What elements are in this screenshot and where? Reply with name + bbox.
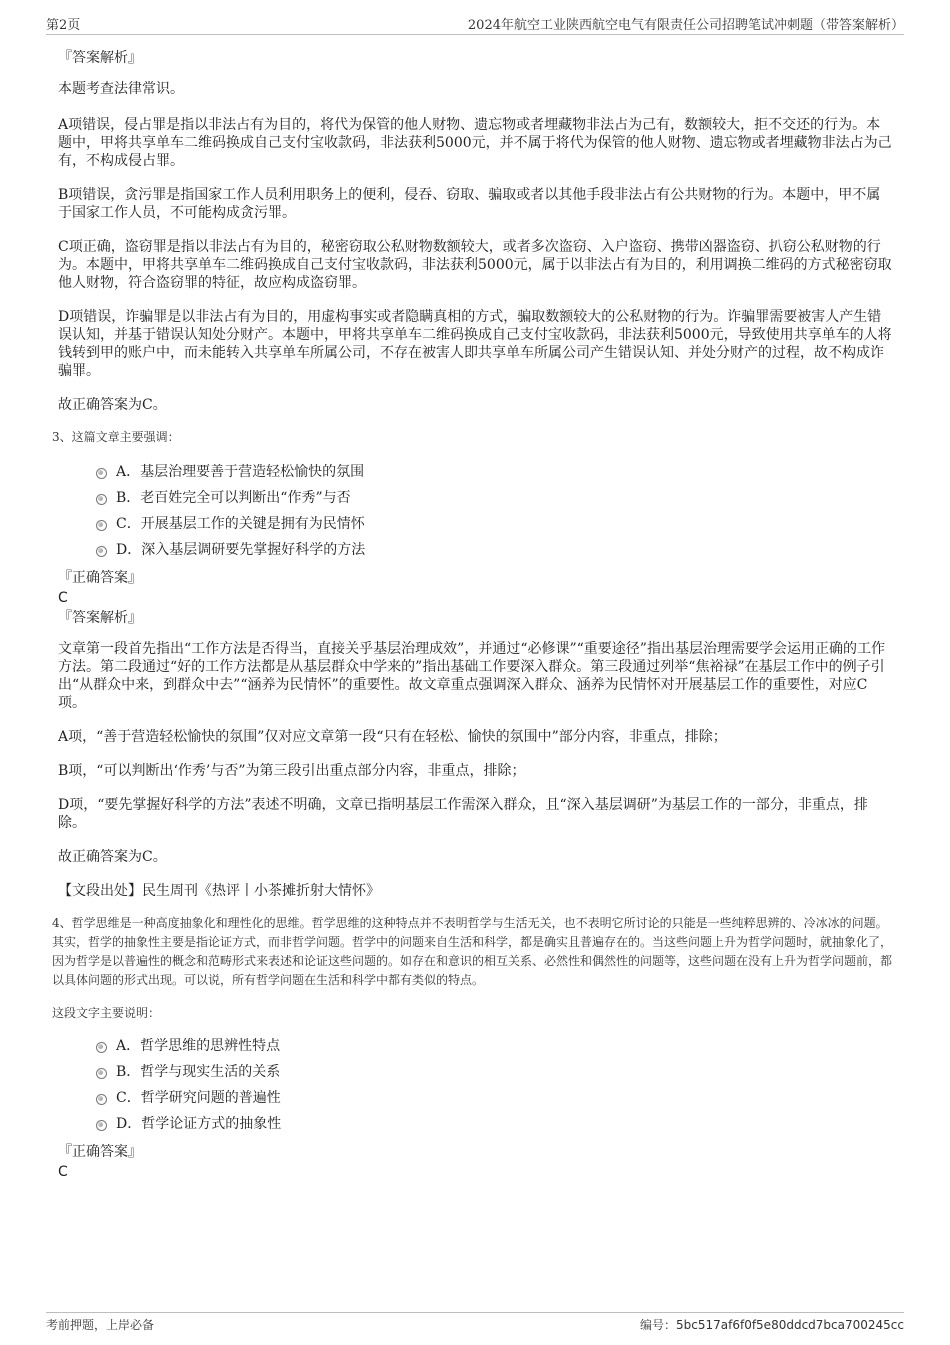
analysis-option-b: B项，“可以判断出‘作秀’与否”为第三段引出重点部分内容，非重点，排除； (58, 763, 526, 779)
page-footer (46, 1312, 904, 1337)
radio-icon[interactable] (96, 494, 107, 505)
analysis-option-d: D项错误，诈骗罪是以非法占有为目的，用虚构事实或者隐瞒真相的方式，骗取数额较大的公私财物的行为。诈骗罪需要被害人产生错误认知，并基于错误认知处分财产。本题中，甲将共享单车二维码换成自己支付宝收款码，非法获利5000元，导致使用共享单车的人将钱转到甲的账户中，而未能转入共享单车所属公司，不存在被害人即共享单车所属公司产生错误认知、并处分财产的过程，故不构成诈骗罪。 (58, 309, 892, 379)
option-label: D．深入基层调研要先掌握好科学的方法 (116, 542, 366, 558)
option-b[interactable] (58, 488, 893, 514)
analysis-conclusion: 故正确答案为C。 (58, 397, 167, 413)
analysis-heading: 『答案解析』 (58, 610, 142, 626)
page-number: 第2页 (46, 18, 81, 33)
radio-icon[interactable] (96, 1042, 107, 1053)
option-label: D．哲学论证方式的抽象性 (116, 1116, 282, 1132)
document-body (52, 48, 893, 1182)
option-label: C．哲学研究问题的普遍性 (116, 1090, 281, 1106)
option-c[interactable] (58, 1088, 893, 1114)
radio-icon[interactable] (96, 520, 107, 531)
question-4-passage: 4、哲学思维是一种高度抽象化和理性化的思维。哲学思维的这种特点并不表明哲学与生活无关，也不表明它所讨论的只能是一些纯粹思辨的、冷冰冰的问题。其实，哲学的抽象性主要是指论证方式，而非哲学问题。哲学中的问题来自生活和科学，都是确实且普遍存在的。当这些问题上升为哲学问题时，就抽象化了，因为哲学是以普遍性的概念和范畴形式来表述和论证这些问题的。如存在和意识的相互关系、必然性和偶然性的问题等，这些问题在没有上升为哲学问题前，都以具体问题的形式出现。可以说，所有哲学问题在生活和科学中都有类似的特点。 (52, 916, 893, 987)
analysis-conclusion: 故正确答案为C。 (58, 849, 167, 865)
option-b[interactable] (58, 1062, 893, 1088)
option-a[interactable] (58, 462, 893, 488)
analysis-heading: 『答案解析』 (58, 50, 142, 66)
question-4-stem: 这段文字主要说明： (52, 1006, 161, 1020)
option-label: A．基层治理要善于营造轻松愉快的氛围 (116, 464, 365, 480)
page-header (46, 12, 904, 35)
option-label: C．开展基层工作的关键是拥有为民情怀 (116, 516, 365, 532)
document-code (640, 1316, 904, 1333)
option-d[interactable] (58, 540, 893, 566)
analysis-intro: 本题考查法律常识。 (58, 81, 184, 97)
analysis-body: 文章第一段首先指出“工作方法是否得当，直接关乎基层治理成效”，并通过“必修课”“重要途径”指出基层治理需要学会运用正确的工作方法。第二段通过“好的工作方法都是从基层群众中学来的”指出基础工作要深入群众。第三段通过列举“焦裕禄”在基层工作中的例子引出“从群众中来，到群众中去”“涵养为民情怀”的重要性。故文章重点强调深入群众、涵养为民情怀对开展基层工作的重要性，对应C项。 (58, 641, 885, 711)
correct-answer: C (58, 590, 68, 606)
option-c[interactable] (58, 514, 893, 540)
analysis-option-c: C项正确，盗窃罪是指以非法占有为目的，秘密窃取公私财物数额较大，或者多次盗窃、入户盗窃、携带凶器盗窃、扒窃公私财物的行为。本题中，甲将共享单车二维码换成自己支付宝收款码，非法获利5000元，属于以非法占有为目的，利用调换二维码的方式秘密窃取他人财物，符合盗窃罪的特征，故应构成盗窃罪。 (58, 239, 892, 291)
radio-icon[interactable] (96, 546, 107, 557)
option-a[interactable] (58, 1036, 893, 1062)
correct-answer: C (58, 1164, 68, 1180)
radio-icon[interactable] (96, 1068, 107, 1079)
correct-answer-heading: 『正确答案』 (58, 1144, 142, 1160)
option-label: B．哲学与现实生活的关系 (116, 1064, 281, 1080)
question-3-stem: 3、这篇文章主要强调： (52, 430, 180, 444)
analysis-option-d: D项，“要先掌握好科学的方法”表述不明确，文章已指明基层工作需深入群众，且“深入基层调研”为基层工作的一部分，非重点，排除。 (58, 797, 868, 831)
analysis-option-a: A项，“善于营造轻松愉快的氛围”仅对应文章第一段“只有在轻松、愉快的氛围中”部分内容，非重点，排除； (58, 729, 727, 745)
code-value: 5bc517af6f0f5e80ddcd7bca700245cc (676, 1318, 904, 1332)
question-4-options (58, 1036, 893, 1140)
correct-answer-heading: 『正确答案』 (58, 570, 142, 586)
radio-icon[interactable] (96, 1094, 107, 1105)
document-title: 2024年航空工业陕西航空电气有限责任公司招聘笔试冲刺题（带答案解析） (467, 18, 904, 33)
option-label: B．老百姓完全可以判断出“作秀”与否 (116, 490, 351, 506)
question-3-options (58, 462, 893, 566)
source-citation: 【文段出处】民生周刊《热评丨小茶摊折射大情怀》 (58, 883, 380, 899)
analysis-option-b: B项错误，贪污罪是指国家工作人员利用职务上的便利，侵吞、窃取、骗取或者以其他手段非法占有公共财物的行为。本题中，甲不属于国家工作人员，不可能构成贪污罪。 (58, 187, 881, 221)
radio-icon[interactable] (96, 1120, 107, 1131)
option-d[interactable] (58, 1114, 893, 1140)
radio-icon[interactable] (96, 468, 107, 479)
footer-slogan: 考前押题，上岸必备 (46, 1318, 155, 1332)
option-label: A．哲学思维的思辨性特点 (116, 1038, 281, 1054)
analysis-option-a: A项错误，侵占罪是指以非法占有为目的，将代为保管的他人财物、遗忘物或者埋藏物非法占为己有，数额较大，拒不交还的行为。本题中，甲将共享单车二维码换成自己支付宝收款码，非法获利5000元，并不属于将代为保管的他人财物、遗忘物或者埋藏物非法占为己有，不构成侵占罪。 (58, 117, 892, 169)
code-label: 编号： (639, 1318, 676, 1332)
